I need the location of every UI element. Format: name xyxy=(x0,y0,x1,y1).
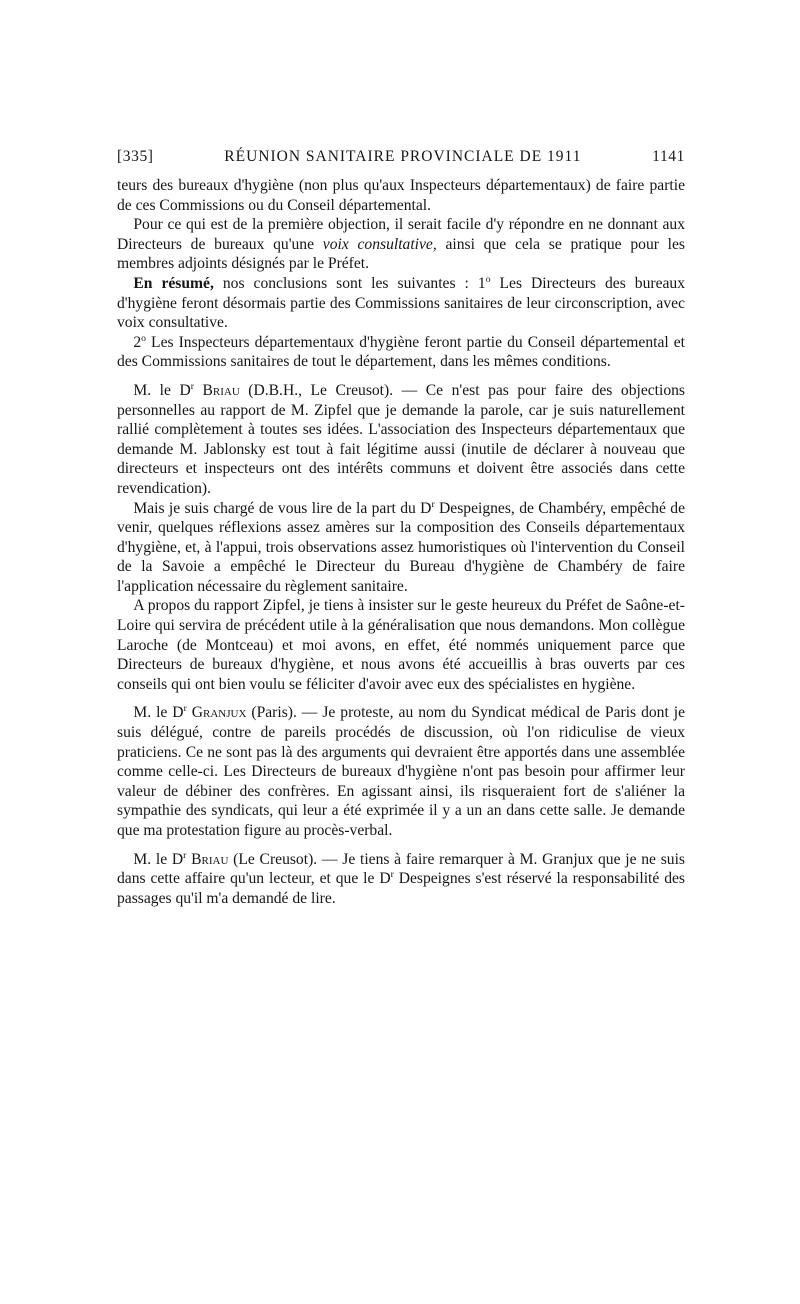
paragraph-briau-reply: M. le $D^r$ Briau (Le Creusot). — Je tiens à faire remarquer à M. Granjux que je ne suis dans cette affaire qu'un lecteur, et que le $D^r$ Despeignes s'est réservé la responsabilité des passages qu'il m'a demandé de lire. xyxy=(117,849,685,907)
italic-phrase: voix consultative, xyxy=(322,235,437,253)
paragraph-granjux-speech: M. le $D^r$ Granjux (Paris). — Je proteste, au nom du Syndicat médical de Paris dont je suis délégué, contre de pareils procédés de discussion, où l'on ridiculise de vieux praticiens. Ce ne sont pas là des arguments qui devraient être apportés dans une assemblée comme celle-ci. Les Directeurs de bureaux d'hygiène n'ont pas besoin pour affirmer leur valeur de débiner des confrères. En agissant ainsi, ils risqueraient fort de s'aliéner la sympathie des syndicats, qui leur a été exprimée il y a un an dans cette salle. Je demande que ma protestation figure au procès-verbal. xyxy=(117,703,686,839)
running-header xyxy=(117,148,685,166)
body-text xyxy=(117,176,685,908)
running-title: RÉUNION SANITAIRE PROVINCIALE DE 1911 xyxy=(224,148,582,165)
paragraph-continuation: teurs des bureaux d'hygiène (non plus qu'aux Inspecteurs départementaux) de faire partie de ces Commissions ou du Conseil départemental. xyxy=(117,177,685,214)
speaker-name: Briau xyxy=(191,850,229,868)
page-bracket-number: [335] xyxy=(117,148,154,165)
speaker-name: Granjux xyxy=(191,704,247,722)
paragraph-despeignes-remarks: Mais je suis chargé de vous lire de la part du $D^r$ Despeignes, de Chambéry, empêché de venir, quelques réflexions assez amères sur la composition des Conseils départementaux d'hygiène, et, à l'appui, trois observations assez humoristiques où l'intervention du Conseil de la Savoie a empêché le Directeur du Bureau d'hygiène de Chambéry de faire l'application nécessaire du règlement sanitaire. xyxy=(117,498,685,595)
paragraph-briau-speech: M. le $D^r$ Briau (D.B.H., Le Creusot). — Ce n'est pas pour faire des objections personnelles au rapport de M. Zipfel que je demande la parole, car je suis naturellement rallié complètement à toutes ses idées. L'association des Inspecteurs départementaux que demande M. Jablonsky est tout à fait légitime aussi (inutile de déclarer à nouveau que directeurs et inspecteurs ont des intérêts communs et doivent être associés dans cette revendication). xyxy=(117,380,685,497)
document-page xyxy=(117,148,685,908)
paragraph-first-objection: Pour ce qui est de la première objection, il serait facile d'y répondre en ne donnant aux Directeurs de bureaux qu'une voix consultative, ainsi que cela se pratique pour les membres adjoints désignés par le Préfet. xyxy=(117,216,685,273)
speaker-name: Briau xyxy=(202,381,240,399)
paragraph-zipfel-report: A propos du rapport Zipfel, je tiens à insister sur le geste heureux du Préfet de Saône-et-Loire qui servira de précédent utile à la généralisation que nous demandons. Mon collègue Laroche (de Montceau) et moi avons, en effet, été nommés uniquement parce que Directeurs de bureaux d'hygiène, et nous avons été accueillis à bras ouverts par ces conseils qui ont bien voulu se féliciter d'avoir avec eux des spécialistes en hygiène. xyxy=(117,597,685,693)
paragraph-second-conclusion: 2$^o$ Les Inspecteurs départementaux d'hygiène feront partie du Conseil départemental et des Commissions sanitaires de tout le département, dans les mêmes conditions. xyxy=(117,332,685,371)
page-number: 1141 xyxy=(652,148,685,165)
paragraph-conclusions: En résumé, nos conclusions sont les suivantes : 1$^o$ Les Directeurs des bureaux d'hygiène feront désormais partie des Commissions sanitaires de leur circonscription, avec voix consultative. xyxy=(117,273,686,332)
